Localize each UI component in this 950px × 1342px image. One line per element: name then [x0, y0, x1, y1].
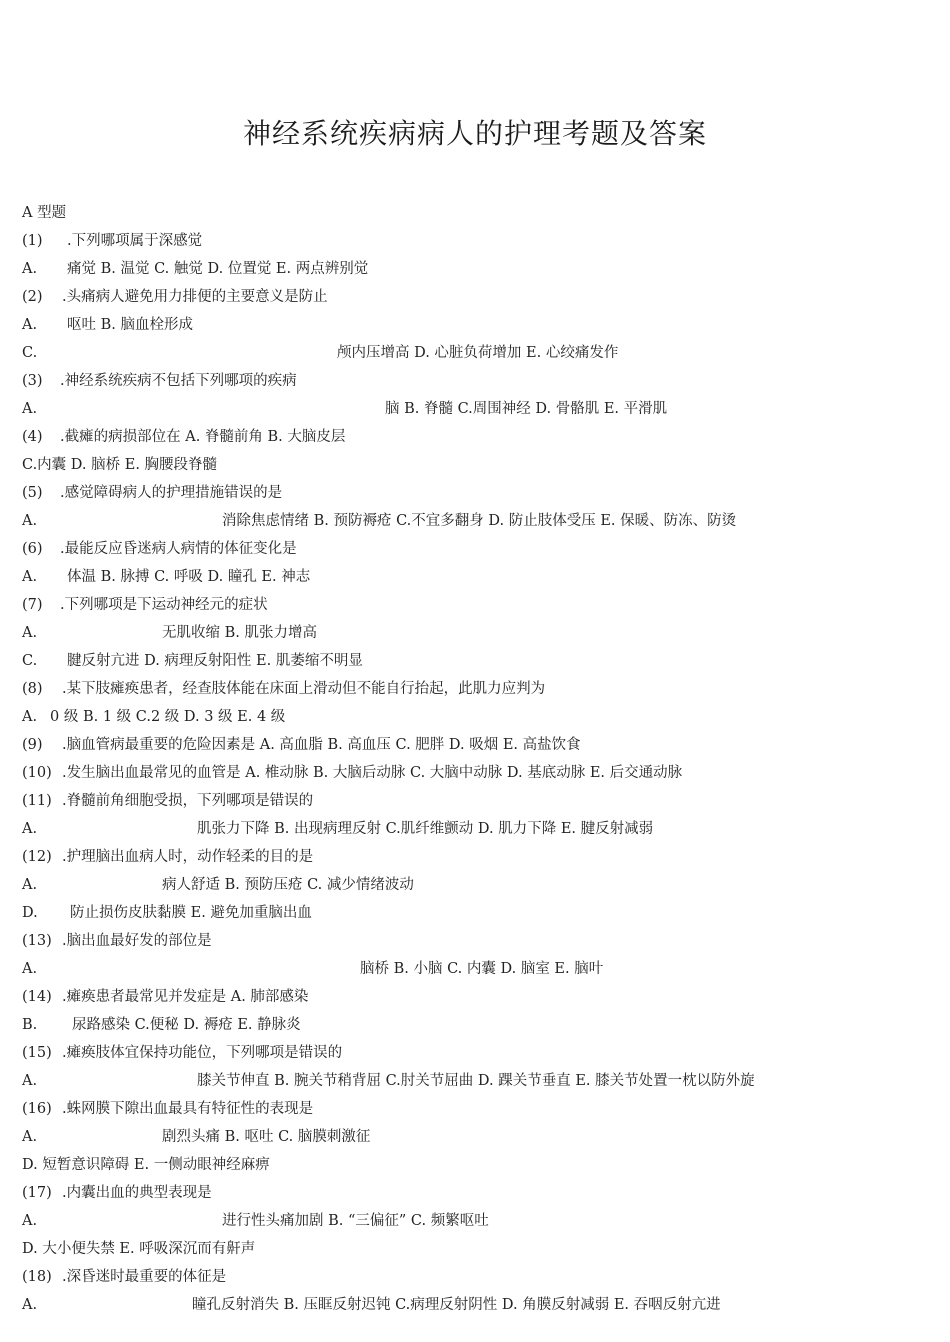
- question-line: [22, 1043, 342, 1063]
- line-text: .感觉障碍病人的护理措施错误的是: [60, 485, 283, 501]
- question-line: [22, 791, 313, 811]
- question-line: [22, 511, 736, 531]
- line-text: .神经系统疾病不包括下列哪项的疾病: [60, 373, 297, 389]
- question-line: [22, 259, 368, 279]
- line-label: (12): [22, 849, 52, 865]
- line-label: B.: [22, 1017, 38, 1033]
- line-text: 脑桥 B. 小脑 C. 内囊 D. 脑室 E. 脑叶: [360, 961, 604, 977]
- question-line: [22, 539, 297, 559]
- line-text: D. 短暂意识障碍 E. 一侧动眼神经麻痹: [22, 1157, 270, 1173]
- question-line: [22, 315, 193, 335]
- question-line: [22, 343, 618, 363]
- question-line: [22, 931, 212, 951]
- line-label: A.: [22, 317, 38, 333]
- line-text: 进行性头痛加剧 B. “三偏征” C. 频繁呕吐: [222, 1213, 489, 1229]
- question-line: [22, 1267, 226, 1287]
- line-label: (6): [22, 541, 43, 557]
- question-line: [22, 371, 297, 391]
- line-label: (16): [22, 1101, 52, 1117]
- question-line: [22, 1015, 301, 1035]
- line-text: 膝关节伸直 B. 腕关节稍背屈 C.肘关节屈曲 D. 踝关节垂直 E. 膝关节处置一枕以防外旋: [197, 1073, 755, 1089]
- line-text: 体温 B. 脉搏 C. 呼吸 D. 瞳孔 E. 神志: [67, 569, 311, 585]
- question-line: [22, 707, 285, 727]
- question-line: [22, 483, 282, 503]
- line-text: 剧烈头痛 B. 呕吐 C. 脑膜刺激征: [162, 1129, 371, 1145]
- line-text: 肌张力下降 B. 出现病理反射 C.肌纤维颤动 D. 肌力下降 E. 腱反射减弱: [197, 821, 654, 837]
- question-line: [22, 735, 581, 755]
- line-text: 防止损伤皮肤黏膜 E. 避免加重脑出血: [70, 905, 312, 921]
- line-label: (13): [22, 933, 52, 949]
- question-line: [22, 1183, 212, 1203]
- line-text: .下列哪项属于深感觉: [67, 233, 203, 249]
- line-text: .截瘫的病损部位在 A. 脊髓前角 B. 大脑皮层: [60, 429, 346, 445]
- question-line: [22, 1239, 255, 1259]
- line-label: A.: [22, 1213, 38, 1229]
- line-label: A.: [22, 1073, 38, 1089]
- line-text: .瘫痪患者最常见并发症是 A. 肺部感染: [62, 989, 309, 1005]
- line-text: .某下肢瘫痪患者，经查肢体能在床面上滑动但不能自行抬起，此肌力应判为: [62, 681, 546, 697]
- line-label: (18): [22, 1269, 52, 1285]
- question-line: [22, 399, 667, 419]
- line-label: A.: [22, 1129, 38, 1145]
- line-text: 脑 B. 脊髓 C.周围神经 D. 骨骼肌 E. 平滑肌: [385, 401, 668, 417]
- line-label: (4): [22, 429, 43, 445]
- question-line: [22, 1155, 270, 1175]
- question-line: [22, 1127, 370, 1147]
- question-line: [22, 623, 317, 643]
- line-text: .发生脑出血最常见的血管是 A. 椎动脉 B. 大脑后动脉 C. 大脑中动脉 D. 基底动脉 E. 后交通动脉: [62, 765, 683, 781]
- line-label: (9): [22, 737, 43, 753]
- line-text: 尿路感染 C.便秘 D. 褥疮 E. 静脉炎: [72, 1017, 301, 1033]
- line-label: (15): [22, 1045, 52, 1061]
- question-line: [22, 1099, 313, 1119]
- question-line: [22, 763, 682, 783]
- line-label: A.: [22, 877, 38, 893]
- line-label: (14): [22, 989, 52, 1005]
- line-text: 痛觉 B. 温觉 C. 触觉 D. 位置觉 E. 两点辨别觉: [67, 261, 369, 277]
- line-label: (17): [22, 1185, 52, 1201]
- question-line: [22, 959, 603, 979]
- line-label: A.: [22, 625, 38, 641]
- line-label: (8): [22, 681, 43, 697]
- question-line: [22, 679, 545, 699]
- line-label: A.: [22, 401, 38, 417]
- question-line: [22, 287, 328, 307]
- question-line: [22, 987, 308, 1007]
- line-text: .深昏迷时最重要的体征是: [62, 1269, 227, 1285]
- line-text: 病人舒适 B. 预防压疮 C. 减少情绪波动: [162, 877, 414, 893]
- question-line: [22, 847, 313, 867]
- line-text: .瘫痪肢体宜保持功能位，下列哪项是错误的: [62, 1045, 343, 1061]
- line-text: .蛛网膜下隙出血最具有特征性的表现是: [62, 1101, 314, 1117]
- line-text: 无肌收缩 B. 肌张力增高: [162, 625, 317, 641]
- line-label: A.: [22, 961, 38, 977]
- line-text: 0 级 B. 1 级 C.2 级 D. 3 级 E. 4 级: [50, 709, 286, 725]
- question-line: [22, 203, 66, 223]
- document-title: 神经系统疾病病人的护理考题及答案: [242, 117, 707, 150]
- question-line: [22, 903, 312, 923]
- line-label: (7): [22, 597, 43, 613]
- line-label: A.: [22, 569, 38, 585]
- question-line: [22, 1071, 755, 1091]
- question-line: [22, 231, 202, 251]
- line-text: D. 大小便失禁 E. 呼吸深沉而有鼾声: [22, 1241, 256, 1257]
- line-text: 颅内压增高 D. 心脏负荷增加 E. 心绞痛发作: [337, 345, 619, 361]
- line-text: .脊髓前角细胞受损，下列哪项是错误的: [62, 793, 314, 809]
- line-text: .最能反应昏迷病人病情的体征变化是: [60, 541, 297, 557]
- line-label: (5): [22, 485, 43, 501]
- line-label: A.: [22, 709, 38, 725]
- line-label: (3): [22, 373, 43, 389]
- line-label: A.: [22, 821, 38, 837]
- line-label: D.: [22, 905, 38, 921]
- line-text: .脑出血最好发的部位是: [62, 933, 212, 949]
- line-label: (1): [22, 233, 43, 249]
- question-line: [22, 455, 217, 475]
- question-line: [22, 875, 414, 895]
- line-text: .脑血管病最重要的危险因素是 A. 高血脂 B. 高血压 C. 肥胖 D. 吸烟 E. 高盐饮食: [62, 737, 581, 753]
- line-text: .护理脑出血病人时，动作轻柔的目的是: [62, 849, 314, 865]
- question-line: [22, 819, 653, 839]
- line-label: (2): [22, 289, 43, 305]
- line-label: A.: [22, 513, 38, 529]
- line-text: 消除焦虑情绪 B. 预防褥疮 C.不宜多翻身 D. 防止肢体受压 E. 保暖、防冻、防烫: [222, 513, 737, 529]
- line-label: C.: [22, 653, 38, 669]
- line-label: C.: [22, 345, 38, 361]
- question-line: [22, 1211, 489, 1231]
- line-text: .下列哪项是下运动神经元的症状: [60, 597, 268, 613]
- line-label: (10): [22, 765, 52, 781]
- line-text: .内囊出血的典型表现是: [62, 1185, 212, 1201]
- line-label: A.: [22, 261, 38, 277]
- question-line: [22, 651, 363, 671]
- line-text: A 型题: [22, 205, 67, 221]
- line-text: 呕吐 B. 脑血栓形成: [67, 317, 193, 333]
- line-label: (11): [22, 793, 52, 809]
- line-text: 腱反射亢进 D. 病理反射阳性 E. 肌萎缩不明显: [67, 653, 363, 669]
- question-line: [22, 1295, 721, 1315]
- question-line: [22, 427, 345, 447]
- line-text: C.内囊 D. 脑桥 E. 胸腰段脊髓: [22, 457, 218, 473]
- line-text: .头痛病人避免用力排便的主要意义是防止: [62, 289, 328, 305]
- line-label: A.: [22, 1297, 38, 1313]
- line-text: 瞳孔反射消失 B. 压眶反射迟钝 C.病理反射阴性 D. 角膜反射减弱 E. 吞咽反射亢进: [192, 1297, 721, 1313]
- question-line: [22, 567, 310, 587]
- question-line: [22, 595, 268, 615]
